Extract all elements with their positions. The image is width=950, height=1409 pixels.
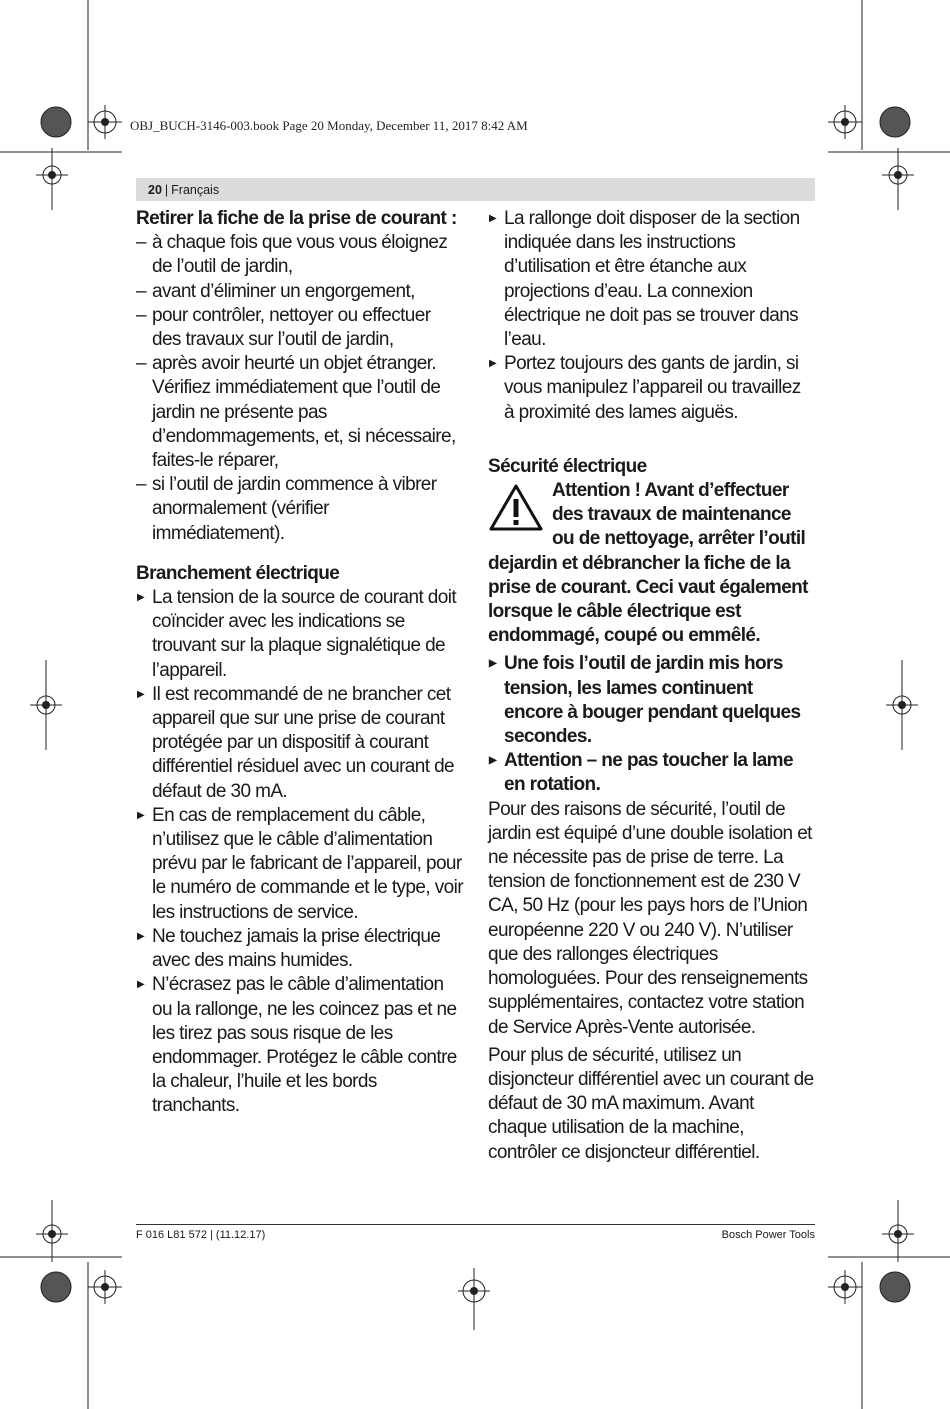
footer-doc-code: F 016 L81 572 | (11.12.17)	[136, 1229, 266, 1241]
list-item: – à chaque fois que vous vous éloignez de l’outil de jardin,	[136, 231, 463, 279]
warning-triangle-icon	[488, 483, 544, 533]
paragraph: Pour des raisons de sécurité, l’outil de jardin est équipé d’une double isolation et ne nécessite pas de prise de terre. La tension de fonctionnement est de 230 V CA, 50 Hz (pour les pays hors de l’Union européenne 220 V ou 240 V). N’utiliser que des rallonges électriques homologuées. Pour des renseignements supplémentaires, contactez votre station de Service Après-Vente autorisée.	[488, 798, 812, 1038]
heading-unplug: Retirer la fiche de la prise de courant :	[136, 208, 457, 229]
left-column	[136, 207, 463, 1119]
page-footer	[136, 1224, 815, 1241]
list-item: – si l’outil de jardin commence à vibrer anormalement (vérifier immédiatement).	[136, 473, 463, 546]
heading-electrical-connection: Branchement électrique	[136, 562, 340, 584]
warning-text: Attention ! Avant d’effectuer des travaux de maintenance ou de nettoyage, arrêter l’outil dejardin et débrancher la fiche de la prise de courant. Ceci vaut également lorsque le câble électrique est endommagé, coupé ou emmêlé.	[488, 480, 808, 647]
bullet-item: ▶ En cas de remplacement du câble, n’utilisez que le câble d’alimentation prévu par le fabricant de l’appareil, pour le numéro de commande et le type, voir les instructions de service.	[136, 804, 463, 925]
right-column	[488, 207, 815, 1169]
bullet-item: ▶ N’écrasez pas le câble d’alimentation ou la rallonge, ne les coincez pas et ne les tirez pas sous risque de les endommager. Protégez le câble contre la chaleur, l’huile et les bords tranchants.	[136, 973, 463, 1118]
page-header	[136, 178, 815, 201]
print-info: OBJ_BUCH-3146-003.book Page 20 Monday, December 11, 2017 8:42 AM	[130, 118, 528, 133]
page-number: 20	[148, 182, 162, 197]
warning-block	[488, 479, 815, 648]
heading-electrical-safety: Sécurité électrique	[488, 455, 647, 477]
bullet-item: ▶ Attention – ne pas toucher la lame en rotation.	[488, 749, 815, 797]
header-separator: |	[164, 182, 169, 197]
footer-brand: Bosch Power Tools	[721, 1229, 815, 1241]
list-item: – avant d’éliminer un engorgement,	[136, 280, 463, 304]
bullet-item: ▶ Portez toujours des gants de jardin, si vous manipulez l’appareil ou travaillez à proximité des lames aiguës.	[488, 352, 815, 425]
header-language: Français	[171, 182, 220, 197]
bullet-item: ▶ La rallonge doit disposer de la section indiquée dans les instructions d’utilisation et être étanche aux projections d’eau. La connexion électrique ne doit pas se trouver dans l’eau.	[488, 207, 815, 352]
bullet-item: ▶ Une fois l’outil de jardin mis hors tension, les lames continuent encore à bouger pendant quelques secondes.	[488, 652, 815, 749]
paragraph: Pour plus de sécurité, utilisez un disjoncteur différentiel avec un courant de défaut de 30 mA maximum. Avant chaque utilisation de la machine, contrôler ce disjoncteur différentiel.	[488, 1044, 814, 1163]
bullet-item: ▶ Ne touchez jamais la prise électrique avec des mains humides.	[136, 925, 463, 973]
bullet-item: ▶ Il est recommandé de ne brancher cet appareil que sur une prise de courant protégée par un dispositif à courant différentiel résiduel avec un courant de défaut de 30 mA.	[136, 683, 463, 804]
list-item: – pour contrôler, nettoyer ou effectuer des travaux sur l’outil de jardin,	[136, 304, 463, 352]
bullet-item: ▶ La tension de la source de courant doit coïncider avec les indications se trouvant sur la plaque signalétique de l’appareil.	[136, 586, 463, 683]
list-item: – après avoir heurté un objet étranger. Vérifiez immédiatement que l’outil de jardin ne présente pas d’endommagements, et, si nécessaire, faites-le réparer,	[136, 352, 463, 473]
